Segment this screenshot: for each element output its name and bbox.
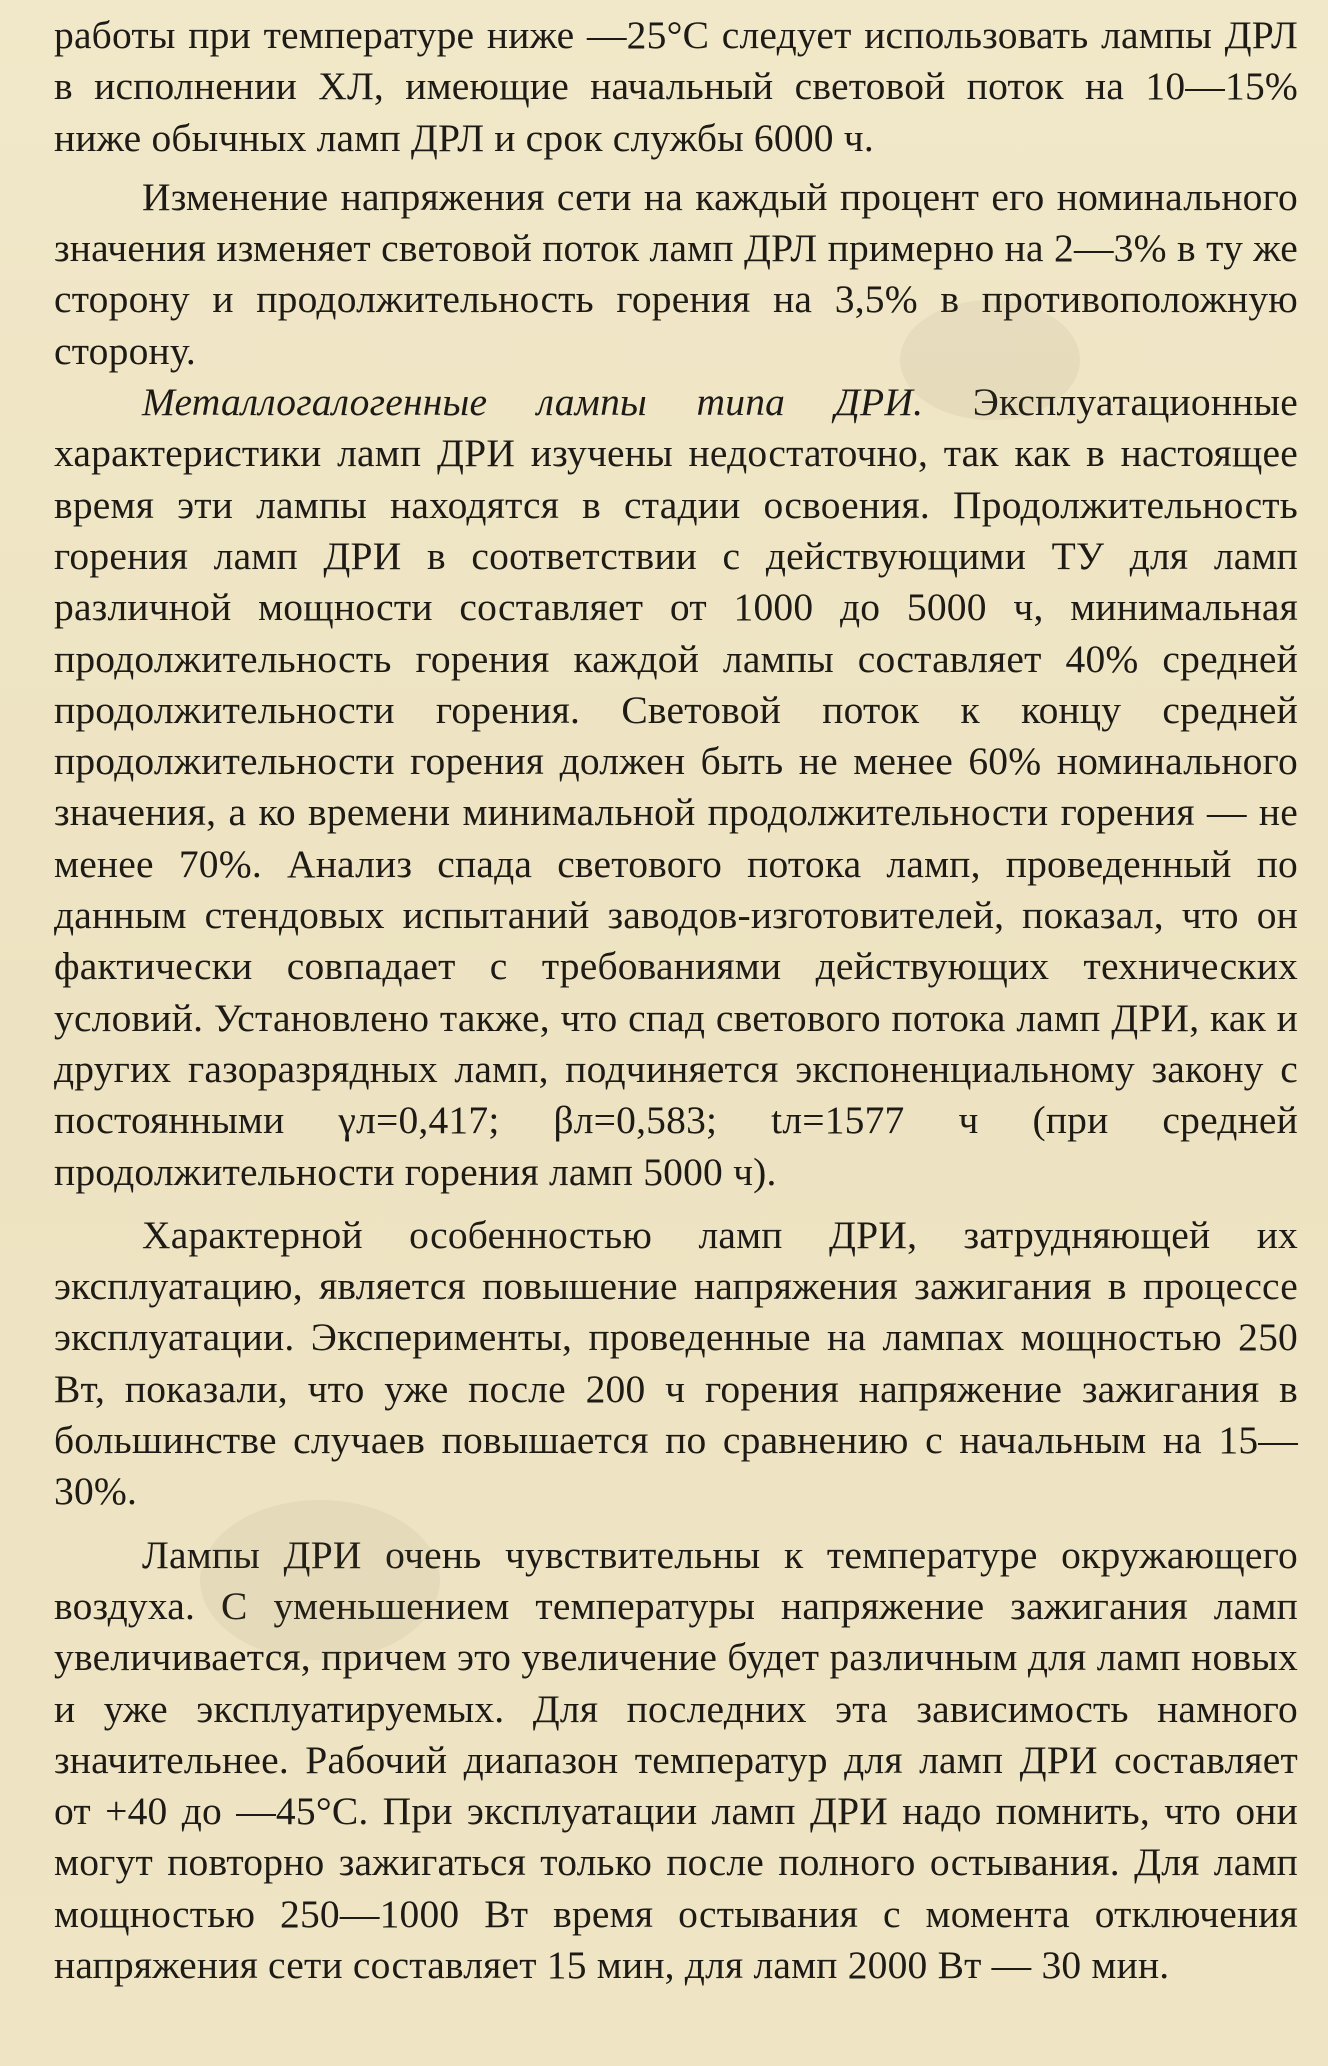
paragraph-voltage-effect xyxy=(54,172,1298,377)
paragraph-temperature-sensitivity xyxy=(54,1530,1298,1992)
paragraph-text: Характерной особенностью ламп ДРИ, затрудняющей их эксплуатацию, является повышение напряжения зажигания в процессе эксплуатации. Эксперименты, проведенные на лампах мощностью 250 Вт, показали, что уже после 200 ч горения напряжение зажигания в большинстве случаев повышается по сравнению с начальным на 15—30%. xyxy=(54,1212,1298,1514)
paragraph-italic-heading: Металлогалогенные лампы типа ДРИ. xyxy=(142,380,924,425)
paragraph-continued xyxy=(54,10,1298,164)
paragraph-text: Эксплуатационные характеристики ламп ДРИ изучены недостаточно, так как в настоящее время эти лампы находятся в стадии освоения. Продолжительность горения ламп ДРИ в соответствии с действующими ТУ для ламп различной мощности составляет от 1000 до 5000 ч, минимальная продолжительность горения каждой лампы составляет 40% средней продолжительности горения. Световой поток к концу средней продолжительности горения должен быть не менее 60% номинального значения, а ко времени минимальной продолжительности горения — не менее 70%. Анализ спада светового потока ламп, проведенный по данным стендовых испытаний заводов-изготовителей, показал, что он фактически совпадает с требованиями действующих технических условий. Установлено также, что спад светового потока ламп ДРИ, как и других газоразрядных ламп, подчиняется экспоненциальному закону с постоянными γл=0,417; βл=0,583; tл=1577 ч (при средней продолжительности горения ламп 5000 ч). xyxy=(54,380,1298,1194)
paragraph-text: Изменение напряжения сети на каждый процент его номинального значения изменяет световой поток ламп ДРЛ примерно на 2—3% в ту же сторону и продолжительность горения на 3,5% в противоположную сторону. xyxy=(54,174,1298,373)
paragraph-text: работы при температуре ниже —25°С следует использовать лампы ДРЛ в исполнении ХЛ, имеющие начальный световой поток на 10—15% ниже обычных ламп ДРЛ и срок службы 6000 ч. xyxy=(54,13,1298,160)
paragraph-ignition-voltage xyxy=(54,1210,1298,1518)
paragraph-text: Лампы ДРИ очень чувствительны к температуре окружающего воздуха. С уменьшением температуры напряжение зажигания ламп увеличивается, причем это увеличение будет различным для ламп новых и уже эксплуатируемых. Для последних эта зависимость намного значительнее. Рабочий диапазон температур для ламп ДРИ составляет от +40 до —45°С. При эксплуатации ламп ДРИ надо помнить, что они могут повторно зажигаться только после полного остывания. Для ламп мощностью 250—1000 Вт время остывания с момента отключения напряжения сети составляет 15 мин, для ламп 2000 Вт — 30 мин. xyxy=(54,1532,1298,1987)
paragraph-metal-halide-lamps xyxy=(54,377,1298,1198)
